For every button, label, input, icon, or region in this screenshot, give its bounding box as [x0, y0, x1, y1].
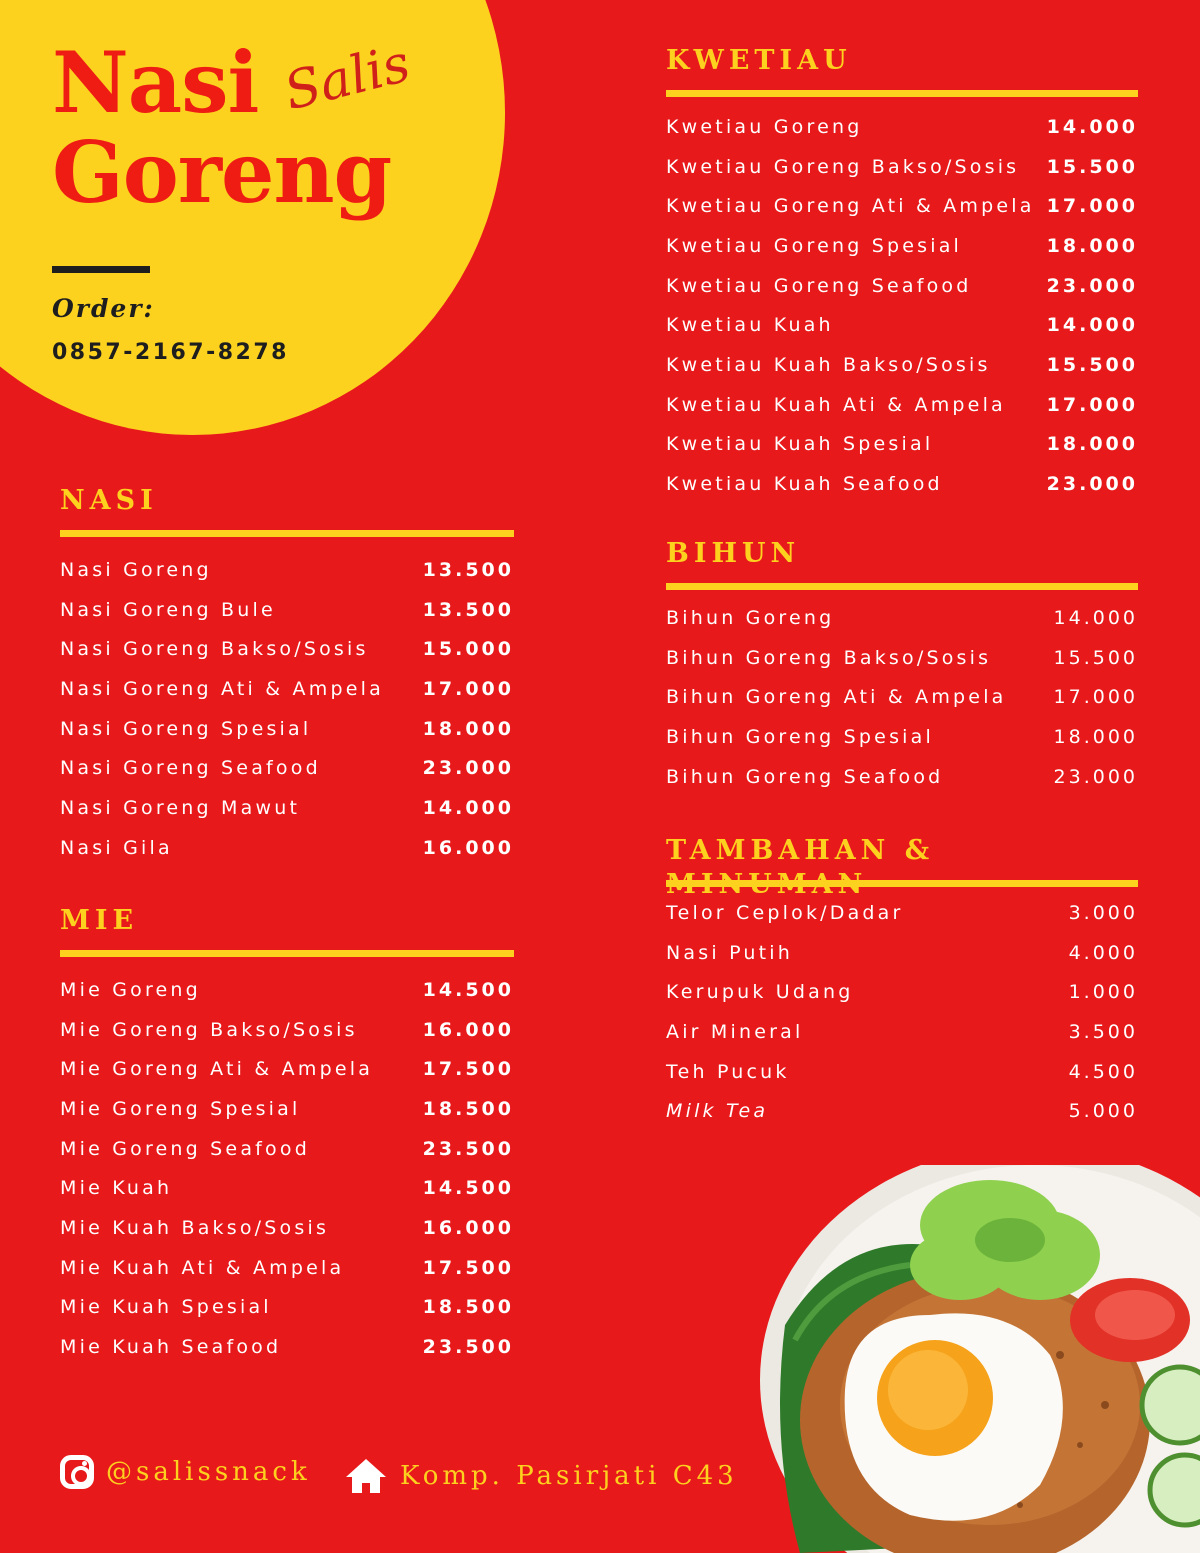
item-name: Bihun Goreng Bakso/Sosis [666, 646, 992, 669]
item-name: Mie Kuah Bakso/Sosis [60, 1216, 330, 1239]
item-price: 1.000 [1068, 981, 1138, 1004]
item-name: Kwetiau Goreng [666, 115, 863, 138]
menu-item [60, 1288, 514, 1328]
menu-item [60, 1168, 514, 1208]
address [344, 1457, 738, 1495]
menu-item [60, 1327, 514, 1367]
item-name: Nasi Goreng Seafood [60, 757, 321, 780]
item-name: Bihun Goreng Ati & Ampela [666, 686, 1007, 709]
item-price: 23.000 [422, 757, 514, 780]
menu-item [666, 717, 1138, 757]
item-price: 18.000 [1046, 234, 1138, 257]
menu-list [60, 970, 514, 1367]
item-name: Nasi Goreng Mawut [60, 796, 301, 819]
menu-item [60, 1089, 514, 1129]
menu-item [60, 629, 514, 669]
menu-item [60, 1248, 514, 1288]
menu-item [666, 147, 1138, 187]
menu-list [666, 893, 1138, 1131]
item-price: 14.000 [1046, 115, 1138, 138]
item-price: 14.500 [422, 978, 514, 1001]
item-name: Nasi Putih [666, 941, 794, 964]
instagram-handle [60, 1455, 311, 1489]
item-price: 23.500 [422, 1336, 514, 1359]
item-name: Mie Kuah [60, 1177, 173, 1200]
menu-item [60, 828, 514, 868]
item-price: 13.500 [422, 598, 514, 621]
item-price: 15.500 [1053, 646, 1138, 669]
menu-item [666, 464, 1138, 504]
item-name: Kwetiau Kuah Bakso/Sosis [666, 353, 991, 376]
item-price: 14.500 [422, 1177, 514, 1200]
menu-item [666, 226, 1138, 266]
menu-item [666, 425, 1138, 465]
section-title: TAMBAHAN & MINUMAN [666, 835, 935, 900]
menu-item [60, 709, 514, 749]
section-divider [60, 950, 514, 957]
tomato [1070, 1278, 1190, 1362]
item-name: Kwetiau Kuah Seafood [666, 473, 943, 496]
item-name: Mie Goreng [60, 978, 201, 1001]
menu-item [666, 677, 1138, 717]
menu-item [60, 788, 514, 828]
item-name: Bihun Goreng [666, 606, 835, 629]
item-name: Bihun Goreng Spesial [666, 725, 934, 748]
item-price: 18.000 [1053, 725, 1138, 748]
home-icon [344, 1457, 388, 1495]
item-name: Mie Kuah Spesial [60, 1296, 272, 1319]
item-price: 4.500 [1068, 1060, 1138, 1083]
item-price: 16.000 [422, 1018, 514, 1041]
item-price: 3.000 [1068, 901, 1138, 924]
order-phone: 0857-2167-8278 [52, 340, 289, 365]
brand-divider [52, 266, 150, 273]
item-price: 16.000 [422, 836, 514, 859]
menu-item [60, 669, 514, 709]
section-title: KWETIAU [666, 45, 852, 76]
fried-rice-plate-photo [760, 1165, 1200, 1553]
menu-item [666, 266, 1138, 306]
order-label: Order: [52, 294, 155, 323]
item-name: Kwetiau Kuah [666, 314, 834, 337]
item-name: Kwetiau Kuah Ati & Ampela [666, 393, 1006, 416]
menu-item [666, 1052, 1138, 1092]
menu-item [666, 933, 1138, 973]
item-price: 18.000 [1046, 433, 1138, 456]
item-price: 14.000 [1046, 314, 1138, 337]
item-name: Air Mineral [666, 1020, 804, 1043]
section-bihun [666, 537, 1138, 796]
item-price: 17.500 [422, 1058, 514, 1081]
brand-script-logo: Salis [278, 33, 416, 123]
menu-item [666, 385, 1138, 425]
item-name: Mie Goreng Ati & Ampela [60, 1058, 374, 1081]
menu-item [60, 970, 514, 1010]
item-name: Kwetiau Goreng Seafood [666, 274, 972, 297]
item-name: Bihun Goreng Seafood [666, 765, 944, 788]
item-price: 23.000 [1046, 274, 1138, 297]
item-name: Nasi Goreng Bule [60, 598, 276, 621]
item-name: Nasi Goreng Ati & Ampela [60, 677, 384, 700]
item-name: Nasi Gila [60, 836, 173, 859]
menu-item [60, 1129, 514, 1169]
menu-item [666, 186, 1138, 226]
item-price: 17.000 [422, 677, 514, 700]
item-price: 23.000 [1053, 765, 1138, 788]
item-name: Nasi Goreng [60, 558, 212, 581]
brand-title-line2: Goreng [52, 123, 392, 222]
menu-list [666, 107, 1138, 504]
menu-item [60, 550, 514, 590]
menu-item [666, 972, 1138, 1012]
menu-item [666, 345, 1138, 385]
item-name: Telor Ceplok/Dadar [666, 901, 904, 924]
menu-item [60, 748, 514, 788]
item-name: Mie Kuah Ati & Ampela [60, 1256, 345, 1279]
section-title: BIHUN [666, 538, 801, 569]
menu-item [666, 1012, 1138, 1052]
brand-title-line1: Nasi [52, 33, 259, 132]
item-name: Milk Tea [666, 1100, 769, 1123]
item-price: 17.000 [1046, 393, 1138, 416]
item-price: 4.000 [1068, 941, 1138, 964]
menu-item [666, 757, 1138, 797]
section-divider [666, 90, 1138, 97]
item-price: 5.000 [1068, 1100, 1138, 1123]
menu-item [60, 1010, 514, 1050]
menu-item [60, 590, 514, 630]
menu-item [666, 305, 1138, 345]
item-name: Mie Kuah Seafood [60, 1336, 282, 1359]
item-name: Kwetiau Kuah Spesial [666, 433, 934, 456]
item-name: Kwetiau Goreng Ati & Ampela [666, 195, 1035, 218]
item-price: 23.500 [422, 1137, 514, 1160]
instagram-text: @salissnack [106, 1457, 311, 1487]
address-text: Komp. Pasirjati C43 [400, 1461, 738, 1491]
item-name: Nasi Goreng Spesial [60, 717, 312, 740]
item-name: Nasi Goreng Bakso/Sosis [60, 638, 369, 661]
item-name: Kerupuk Udang [666, 981, 854, 1004]
item-price: 17.500 [422, 1256, 514, 1279]
section-nasi [60, 484, 514, 868]
menu-list [60, 550, 514, 868]
fried-egg [845, 1313, 1063, 1520]
item-price: 13.500 [422, 558, 514, 581]
item-price: 15.000 [422, 638, 514, 661]
item-name: Mie Goreng Spesial [60, 1097, 301, 1120]
item-price: 15.500 [1046, 353, 1138, 376]
item-price: 18.000 [422, 717, 514, 740]
item-price: 16.000 [422, 1216, 514, 1239]
section-kwetiau [666, 44, 1138, 504]
section-title: NASI [60, 485, 158, 516]
section-mie [60, 904, 514, 1367]
item-price: 17.000 [1046, 195, 1138, 218]
menu-list [666, 598, 1138, 796]
item-price: 18.500 [422, 1296, 514, 1319]
item-name: Teh Pucuk [666, 1060, 790, 1083]
section-divider [60, 530, 514, 537]
instagram-icon [60, 1455, 94, 1489]
section-divider [666, 583, 1138, 590]
item-name: Mie Goreng Bakso/Sosis [60, 1018, 358, 1041]
item-price: 17.000 [1053, 686, 1138, 709]
menu-item [60, 1049, 514, 1089]
menu-item [666, 107, 1138, 147]
item-name: Mie Goreng Seafood [60, 1137, 310, 1160]
item-price: 14.000 [422, 796, 514, 819]
item-price: 15.500 [1046, 155, 1138, 178]
item-price: 23.000 [1046, 473, 1138, 496]
section-title: MIE [60, 905, 139, 936]
section-tambahan-minuman [666, 834, 1138, 1131]
menu-item [666, 638, 1138, 678]
menu-item [666, 598, 1138, 638]
menu-item [60, 1208, 514, 1248]
item-name: Kwetiau Goreng Spesial [666, 234, 963, 257]
menu-item [666, 1091, 1138, 1131]
item-price: 14.000 [1053, 606, 1138, 629]
item-price: 18.500 [422, 1097, 514, 1120]
item-name: Kwetiau Goreng Bakso/Sosis [666, 155, 1020, 178]
item-price: 3.500 [1068, 1020, 1138, 1043]
